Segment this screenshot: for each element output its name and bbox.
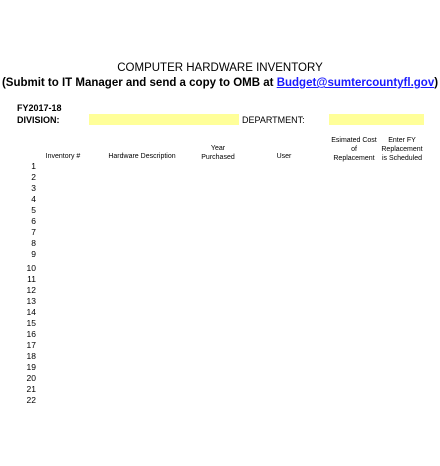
row-number: 2 <box>31 172 36 182</box>
row-number: 19 <box>26 362 36 372</box>
column-header-replacement-fy: Enter FY Replacement is Scheduled <box>381 137 423 162</box>
column-header-hardware-description: Hardware Description <box>108 153 176 160</box>
subtitle-prefix: (Submit to IT Manager and send a copy to OMB at <box>1 77 277 89</box>
fiscal-year-label: FY2017-18 <box>17 103 62 113</box>
subtitle-suffix: ) <box>434 77 439 89</box>
row-number: 8 <box>31 238 36 248</box>
row-number: 7 <box>31 227 36 237</box>
row-number: 11 <box>27 274 36 284</box>
row-number: 17 <box>26 340 36 350</box>
column-header-inventory: Inventory # <box>45 153 81 160</box>
division-label: DIVISION: <box>17 115 60 125</box>
row-number: 18 <box>26 351 36 361</box>
column-header-year-purchased: Year Purchased <box>201 145 235 161</box>
row-number: 4 <box>31 194 36 204</box>
row-number: 3 <box>31 183 36 193</box>
row-number: 20 <box>26 373 36 383</box>
row-number: 12 <box>26 285 36 295</box>
row-number: 22 <box>26 395 36 405</box>
column-header-user: User <box>276 153 292 160</box>
department-field[interactable] <box>329 114 424 125</box>
row-number: 15 <box>26 318 36 328</box>
row-number: 1 <box>31 161 36 171</box>
column-header-estimated-cost: Esimated Cost of Replacement <box>331 137 377 162</box>
row-number: 9 <box>31 249 36 259</box>
page-title: COMPUTER HARDWARE INVENTORY <box>117 62 323 74</box>
row-number: 16 <box>26 329 36 339</box>
row-number: 21 <box>26 384 36 394</box>
department-label: DEPARTMENT: <box>242 115 305 125</box>
row-number: 6 <box>31 216 36 226</box>
division-field[interactable] <box>89 114 239 125</box>
row-number: 13 <box>26 296 36 306</box>
email-link[interactable]: Budget@sumtercountyfl.gov <box>276 77 435 89</box>
row-number: 5 <box>31 205 36 215</box>
page-subtitle <box>0 77 440 89</box>
row-number: 10 <box>26 263 36 273</box>
row-number: 14 <box>26 307 36 317</box>
